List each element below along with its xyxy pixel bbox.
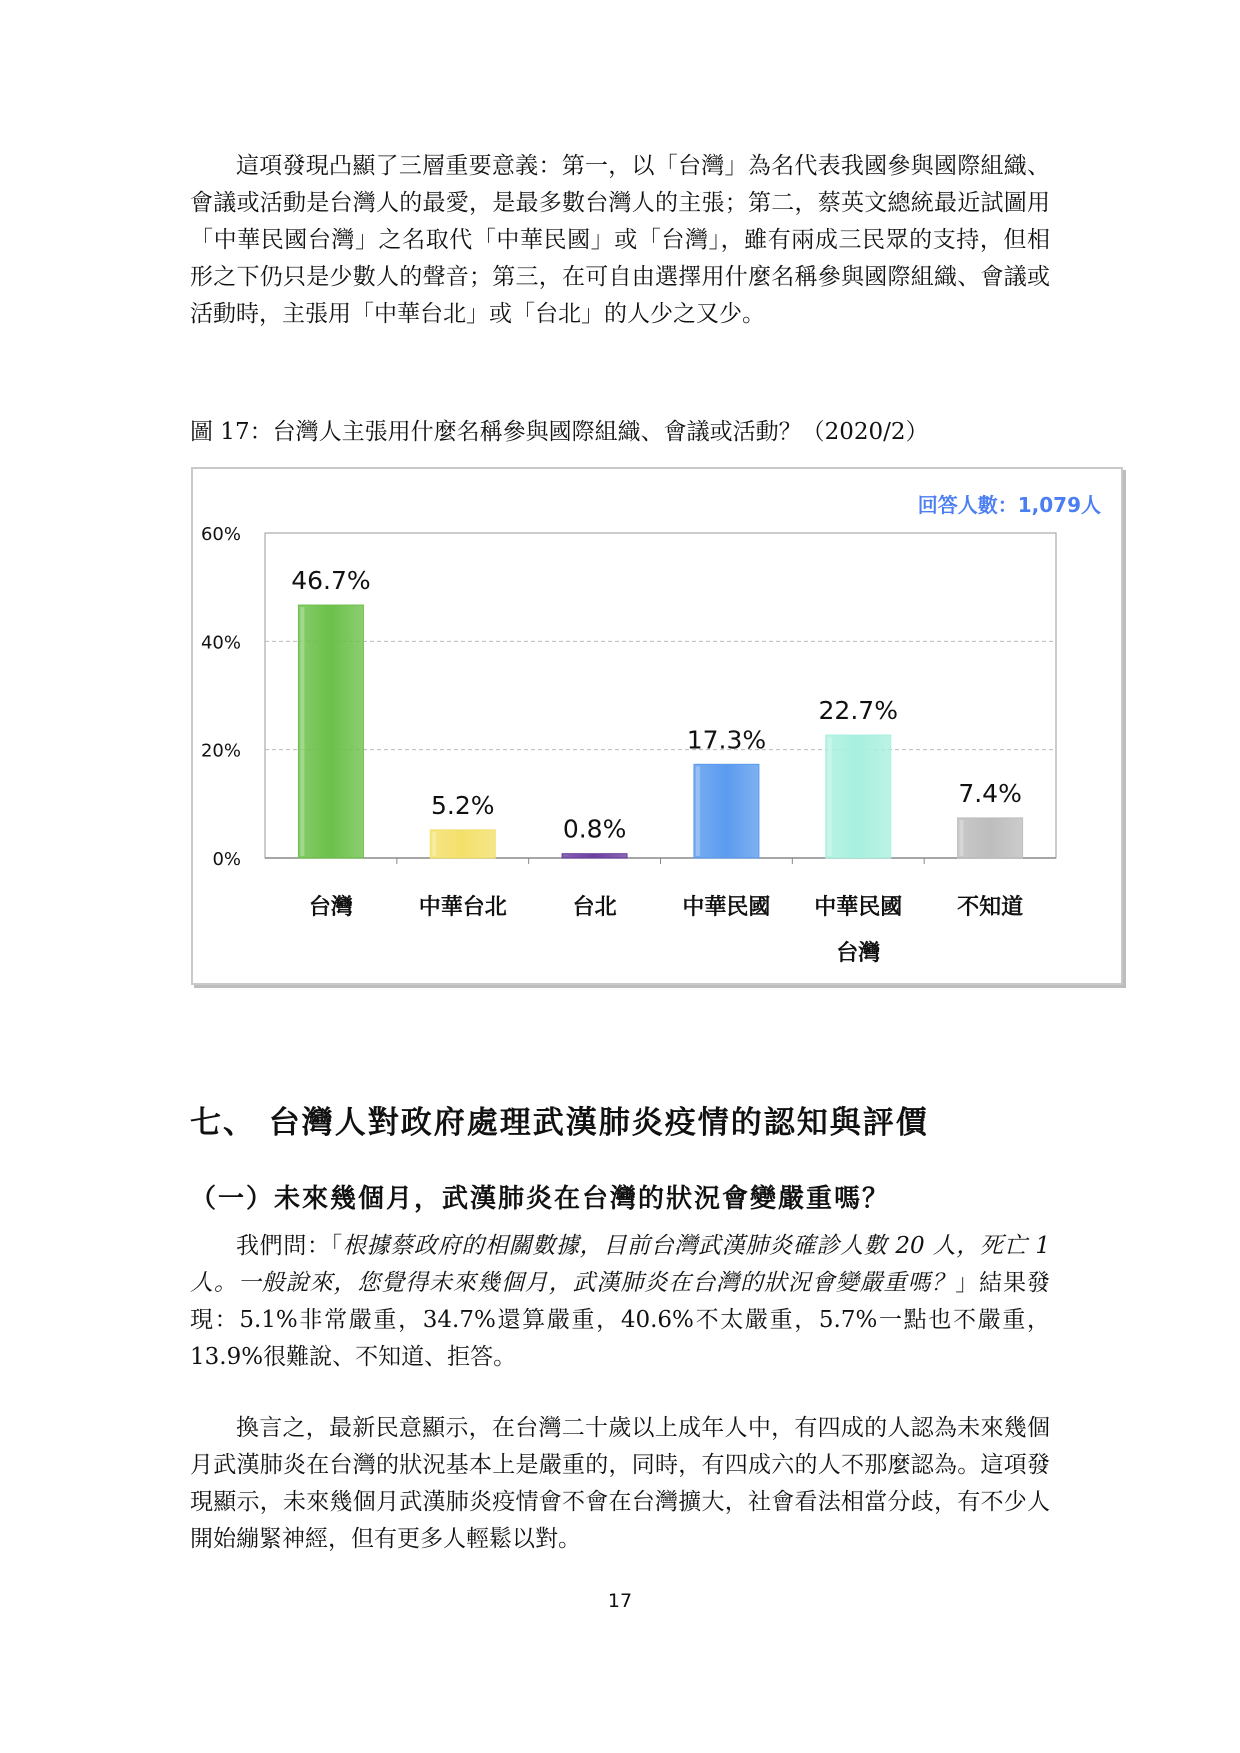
bar bbox=[694, 764, 759, 858]
data-label: 7.4% bbox=[958, 778, 1022, 808]
bar bbox=[298, 605, 363, 858]
x-tick-label-line: 台灣 bbox=[308, 895, 353, 920]
y-tick-label: 20% bbox=[200, 740, 241, 762]
x-tick-label bbox=[419, 894, 507, 920]
x-tick-label-line: 中華民國 bbox=[682, 895, 771, 920]
x-tick-label bbox=[957, 894, 1023, 920]
y-tick-label: 40% bbox=[200, 632, 241, 654]
bar-highlight bbox=[300, 607, 304, 856]
x-tick-label bbox=[814, 894, 902, 966]
x-tick-label-line: 中華民國 bbox=[814, 895, 903, 920]
bar bbox=[430, 830, 495, 858]
respondent-count: 回答人數：1,079人 bbox=[917, 493, 1101, 517]
data-label: 0.8% bbox=[562, 814, 627, 844]
x-tick-label bbox=[682, 894, 770, 920]
bar bbox=[562, 854, 627, 858]
x-tick-label-line: 台北 bbox=[572, 895, 617, 920]
survey-question: 根據蔡政府的相關數據，目前台灣武漢肺炎確診人數 20 人，死亡 1 人。一般說來，您覺得未來幾個月，武漢肺炎在台灣的狀況會變嚴重嗎？ bbox=[190, 1233, 1051, 1296]
findings-paragraph bbox=[190, 1228, 1050, 1376]
data-label: 46.7% bbox=[291, 566, 371, 596]
section-heading: 七、 台灣人對政府處理武漢肺炎疫情的認知與評價 bbox=[190, 1105, 929, 1141]
interpretation-paragraph bbox=[190, 1410, 1050, 1558]
chart-frame bbox=[191, 467, 1123, 985]
question-lead: 我們問：「 bbox=[236, 1233, 343, 1259]
figure-caption: 圖 17：台灣人主張用什麼名稱參與國際組織、會議或活動？（2020/2） bbox=[190, 419, 929, 445]
plot-area bbox=[265, 533, 1056, 858]
y-tick-label: 60% bbox=[200, 524, 241, 545]
x-tick-label-line: 不知道 bbox=[957, 895, 1024, 920]
findings-results: 」結果發現：5.1%非常嚴重，34.7%還算嚴重，40.6%不太嚴重，5.7%一點也不嚴重，13.9%很難說、不知道、拒答。 bbox=[190, 1270, 1051, 1370]
bar-highlight bbox=[696, 766, 700, 856]
section-subheading: （一）未來幾個月，武漢肺炎在台灣的狀況會變嚴重嗎？ bbox=[190, 1184, 891, 1214]
bar-highlight bbox=[960, 820, 964, 856]
intro-paragraph bbox=[190, 148, 1050, 333]
bar bbox=[826, 735, 891, 858]
x-tick-label bbox=[573, 894, 617, 920]
bar-highlight bbox=[432, 832, 436, 856]
y-tick-label: 0% bbox=[212, 849, 241, 870]
bar bbox=[958, 818, 1023, 858]
x-tick-label-line: 台灣 bbox=[836, 941, 881, 966]
data-label: 5.2% bbox=[430, 790, 495, 820]
intro-text: 這項發現凸顯了三層重要意義：第一，以「台灣」為名代表我國參與國際組織、會議或活動是台灣人的最愛，是最多數台灣人的主張；第二，蔡英文總統最近試圖用「中華民國台灣」之名取代「中華民國」或「台灣」，雖有兩成三民眾的支持，但相形之下仍只是少數人的聲音；第三，在可自由選擇用什麼名稱參與國際組織、會議或活動時，主張用「中華台北」或「台北」的人少之又少。 bbox=[190, 153, 1050, 327]
data-label: 17.3% bbox=[686, 725, 767, 755]
bar-chart bbox=[193, 469, 1121, 983]
data-label: 22.7% bbox=[818, 696, 898, 726]
findings-text bbox=[190, 1228, 1050, 1376]
x-tick-label bbox=[309, 894, 353, 920]
page-number: 17 bbox=[607, 1590, 633, 1612]
x-tick-label-line: 中華台北 bbox=[418, 895, 507, 920]
interpretation-text: 換言之，最新民意顯示，在台灣二十歲以上成年人中，有四成的人認為未來幾個月武漢肺炎在台灣的狀況基本上是嚴重的，同時，有四成六的人不那麼認為。這項發現顯示，未來幾個月武漢肺炎疫情會不會在台灣擴大，社會看法相當分歧，有不少人開始繃緊神經，但有更多人輕鬆以對。 bbox=[190, 1415, 1050, 1552]
bar-highlight bbox=[828, 737, 832, 856]
